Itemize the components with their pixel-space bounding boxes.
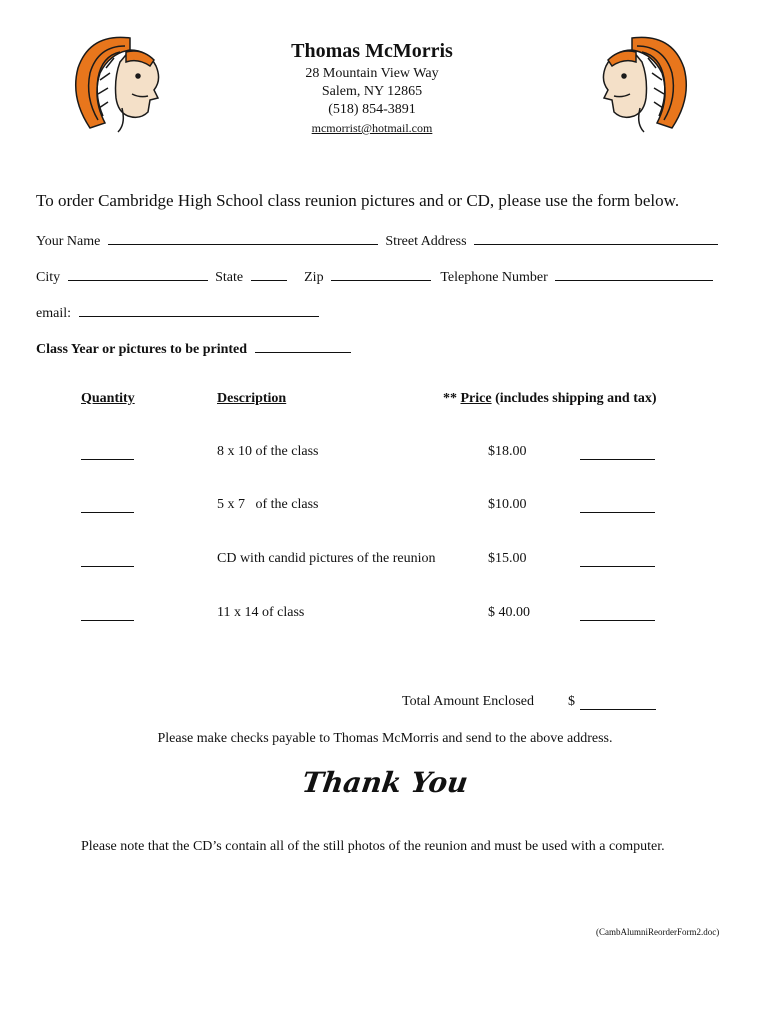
email-label: email:	[36, 306, 71, 321]
thank-you-heading: Thank You	[299, 766, 471, 799]
amount-field-row1[interactable]	[580, 458, 655, 460]
col-description-header: Description	[217, 391, 287, 406]
price-row4: $ 40.00	[488, 605, 530, 620]
cd-note: Please note that the CD’s contain all of the still photos of the reunion and must be used with a computer.	[81, 839, 665, 854]
header-address-line1: 28 Mountain View Way	[305, 66, 439, 81]
logo-right-icon	[592, 28, 692, 138]
class-year-field[interactable]	[255, 338, 351, 353]
city-state-zip-row	[36, 266, 736, 286]
header-name: Thomas McMorris	[291, 40, 453, 62]
name-address-row	[36, 230, 736, 250]
letterhead	[222, 40, 522, 137]
price-note: (includes shipping and tax)	[495, 391, 657, 406]
description-row4: 11 x 14 of class	[217, 605, 305, 620]
telephone-label: Telephone Number	[440, 270, 548, 285]
col-quantity-header: Quantity	[81, 391, 135, 406]
qty-field-row4[interactable]	[81, 619, 134, 621]
qty-field-row3[interactable]	[81, 565, 134, 567]
description-row3: CD with candid pictures of the reunion	[217, 551, 436, 566]
qty-field-row1[interactable]	[81, 458, 134, 460]
payable-note: Please make checks payable to Thomas McMorris and send to the above address.	[157, 731, 613, 746]
amount-field-row4[interactable]	[580, 619, 655, 621]
header-address-line2: Salem, NY 12865	[321, 84, 423, 99]
street-address-field[interactable]	[474, 230, 718, 245]
email-field[interactable]	[79, 302, 319, 317]
col-price-header	[443, 391, 657, 407]
description-row1: 8 x 10 of the class	[217, 444, 319, 459]
email-row	[36, 302, 319, 322]
header-email-link[interactable]: mcmorrist@hotmail.com	[311, 121, 433, 135]
your-name-label: Your Name	[36, 234, 101, 249]
logo-left-icon	[70, 28, 170, 138]
zip-field[interactable]	[331, 266, 431, 281]
price-label: Price	[460, 391, 492, 406]
price-row2: $10.00	[488, 497, 527, 512]
zip-label: Zip	[304, 270, 324, 285]
street-address-label: Street Address	[385, 234, 467, 249]
price-row3: $15.00	[488, 551, 527, 566]
state-field[interactable]	[251, 266, 287, 281]
city-field[interactable]	[68, 266, 208, 281]
state-label: State	[215, 270, 244, 285]
total-amount-field[interactable]	[580, 708, 656, 710]
your-name-field[interactable]	[108, 230, 378, 245]
header-phone: (518) 854-3891	[328, 102, 416, 117]
amount-field-row2[interactable]	[580, 511, 655, 513]
telephone-field[interactable]	[555, 266, 713, 281]
price-row1: $18.00	[488, 444, 527, 459]
price-prefix: **	[443, 391, 457, 406]
city-label: City	[36, 270, 61, 285]
description-row2: 5 x 7 of the class	[217, 497, 319, 512]
amount-field-row3[interactable]	[580, 565, 655, 567]
intro-text: To order Cambridge High School class reunion pictures and or CD, please use the form below.	[36, 191, 680, 210]
qty-field-row2[interactable]	[81, 511, 134, 513]
total-currency: $	[568, 694, 575, 709]
total-label: Total Amount Enclosed	[402, 694, 535, 709]
class-year-row	[36, 338, 351, 358]
footer-doc-ref: (CambAlumniReorderForm2.doc)	[596, 927, 720, 937]
class-year-label: Class Year or pictures to be printed	[36, 342, 248, 357]
